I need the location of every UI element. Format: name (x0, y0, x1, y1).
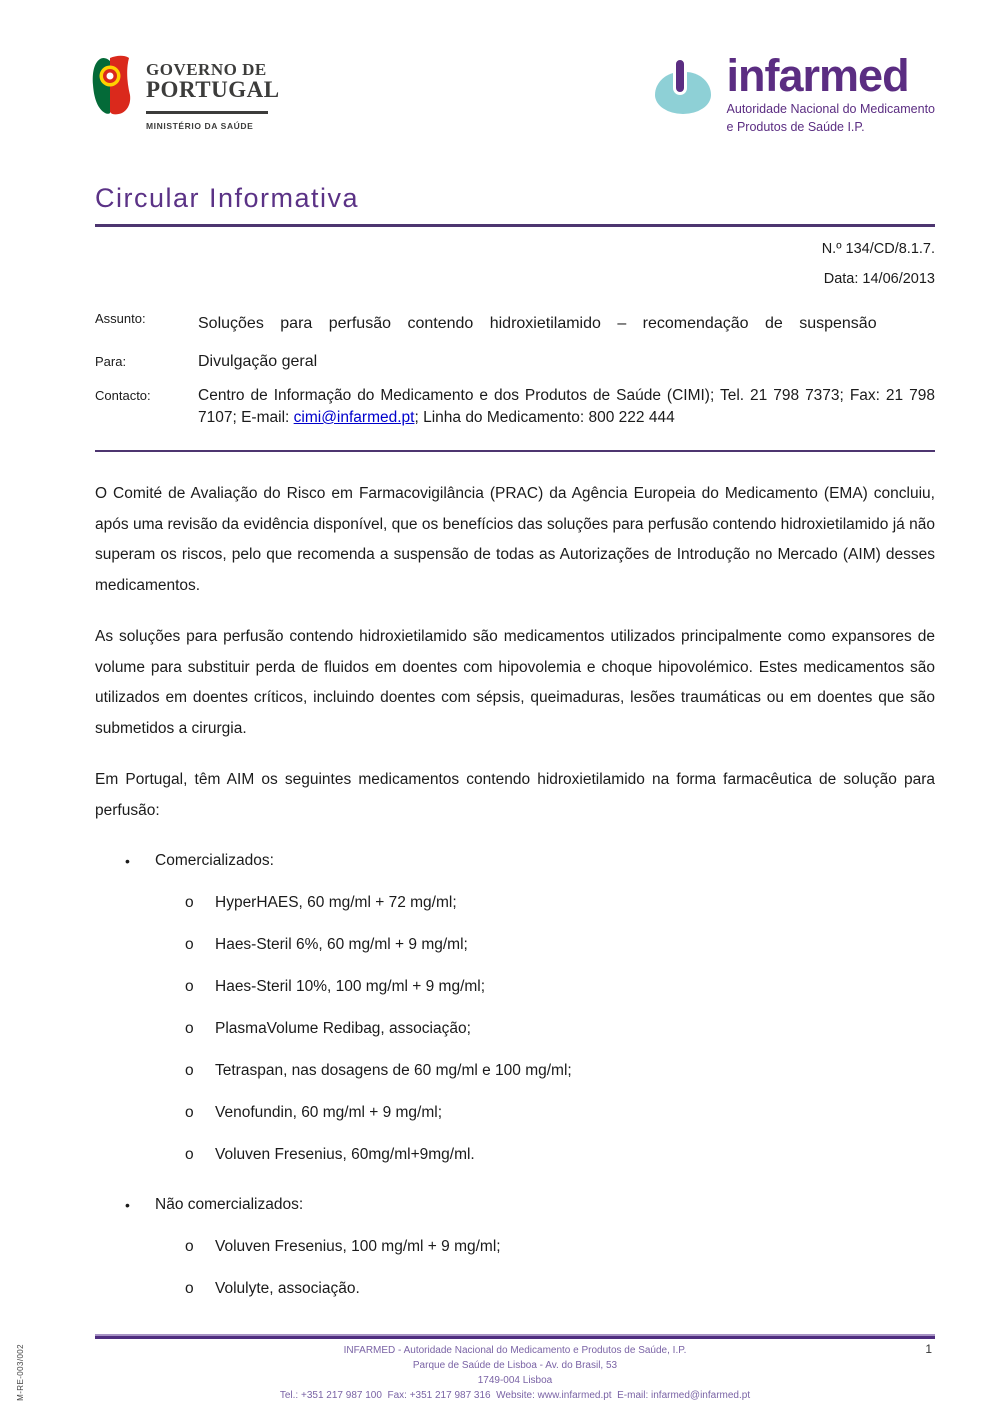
list-label: Comercializados: (155, 852, 274, 870)
list-item-text: Tetraspan, nas dosagens de 60 mg/ml e 100 mg/ml; (215, 1062, 572, 1080)
infarmed-wordmark: infarmed (726, 50, 909, 101)
sub-bullet-icon: o (185, 1280, 194, 1298)
paragraph: As soluções para perfusão contendo hidroxietilamido são medicamentos utilizados principalmente como expansores de volume para substituir perda de fluidos em doentes com hipovolemia e choque hipovolémico. Estes medicamentos são utilizados em doentes críticos, incluindo doentes com sépsis, queimaduras, lesões traumáticas ou em doentes que são submetidos a cirurgia. (95, 628, 935, 737)
document-meta (95, 234, 935, 294)
document-code: M-RE-003/002 (16, 1344, 25, 1401)
list-item (95, 1056, 935, 1086)
list-item-text: Haes-Steril 10%, 100 mg/ml + 9 mg/ml; (215, 978, 486, 996)
list-nao-comercializados (95, 1190, 935, 1304)
header (95, 0, 935, 136)
assunto-value: Soluções para perfusão contendo hidroxietilamido – recomendação de suspensão (198, 315, 877, 333)
bullet-icon: • (125, 1197, 130, 1214)
sub-bullet-icon: o (185, 1238, 194, 1256)
header-fields (95, 308, 935, 428)
list-item (95, 972, 935, 1002)
footer-line: INFARMED - Autoridade Nacional do Medicamento e Produtos de Saúde, I.P. (343, 1345, 687, 1356)
list-comercializados (95, 846, 935, 1170)
list-item (95, 1140, 935, 1170)
list-item-text: Volulyte, associação. (215, 1280, 360, 1298)
list-item (95, 1274, 935, 1304)
list-header (95, 846, 935, 876)
footer-line: 1749-004 Lisboa (477, 1375, 553, 1386)
circular-number: N.º 134/CD/8.1.7. (821, 241, 935, 258)
contacto-value: Centro de Informação do Medicamento e dos Produtos de Saúde (CIMI); Tel. 21 798 7373; Fax: 21 798 7107; E-mail: cimi@infarmed.pt; Linha do Medicamento: 800 222 444 (198, 387, 935, 426)
sub-bullet-icon: o (185, 1104, 194, 1122)
list-item-text: HyperHAES, 60 mg/ml + 72 mg/ml; (215, 894, 457, 912)
governo-portugal-logo (92, 55, 280, 131)
paragraph: O Comité de Avaliação do Risco em Farmacovigilância (PRAC) da Agência Europeia do Medicamento (EMA) concluiu, após uma revisão da evidência disponível, que os benefícios das soluções para perfusão contendo hidroxietilamido já não superam os riscos, pelo que recomenda a suspensão de todas as Autorizações de Introdução no Mercado (AIM) desses medicamentos. (95, 485, 935, 594)
list-label: Não comercializados: (155, 1196, 304, 1214)
list-item-text: Voluven Fresenius, 60mg/ml+9mg/ml. (215, 1146, 475, 1164)
gov-divider (146, 111, 268, 114)
page-number: 1 (925, 1342, 932, 1356)
footer-address (95, 1339, 935, 1403)
list-item (95, 1014, 935, 1044)
paragraph: Em Portugal, têm AIM os seguintes medicamentos contendo hidroxietilamido na forma farmacêutica de solução para perfusão: (95, 771, 935, 819)
page-title: Circular Informativa (95, 183, 935, 227)
gov-line2: PORTUGAL (146, 77, 280, 103)
sub-bullet-icon: o (185, 894, 194, 912)
list-item (95, 888, 935, 918)
infarmed-subtitle: Autoridade Nacional do Medicamento e Produtos de Saúde I.P. (726, 102, 935, 134)
list-item-text: Venofundin, 60 mg/ml + 9 mg/ml; (215, 1104, 443, 1122)
footer-line: Parque de Saúde de Lisboa - Av. do Brasil, 53 (412, 1360, 618, 1371)
page-footer (95, 1334, 935, 1403)
field-assunto (95, 308, 935, 339)
infarmed-mortar-icon (655, 57, 711, 115)
sub-bullet-icon: o (185, 1062, 194, 1080)
email-link[interactable]: cimi@infarmed.pt (293, 408, 415, 426)
infarmed-logo (655, 50, 935, 136)
governo-portugal-text (146, 55, 280, 131)
footer-line: Tel.: +351 217 987 100 Fax: +351 217 987 316 Website: www.infarmed.pt E-mail: infarmed@infarmed.pt (279, 1390, 751, 1401)
bullet-icon: • (125, 853, 130, 870)
para-label: Para: (95, 354, 127, 370)
para-value: Divulgação geral (198, 353, 318, 371)
circular-date: Data: 14/06/2013 (823, 271, 935, 288)
list-item-text: PlasmaVolume Redibag, associação; (215, 1020, 471, 1038)
sub-bullet-icon: o (185, 1020, 194, 1038)
ministry-label: MINISTÉRIO DA SAÚDE (146, 120, 254, 131)
sub-bullet-icon: o (185, 978, 194, 996)
field-para (95, 351, 935, 373)
list-header (95, 1190, 935, 1220)
list-item-text: Haes-Steril 6%, 60 mg/ml + 9 mg/ml; (215, 936, 468, 954)
gov-line1: GOVERNO DE (146, 60, 267, 79)
portugal-flag-icon (92, 55, 132, 131)
list-item-text: Voluven Fresenius, 100 mg/ml + 9 mg/ml; (215, 1238, 501, 1256)
sub-bullet-icon: o (185, 1146, 194, 1164)
list-item (95, 1098, 935, 1128)
section-divider (95, 450, 935, 452)
list-item (95, 1232, 935, 1262)
assunto-label: Assunto: (95, 311, 146, 327)
sub-bullet-icon: o (185, 936, 194, 954)
contacto-label: Contacto: (95, 388, 151, 404)
list-item (95, 930, 935, 960)
field-contacto (95, 385, 935, 428)
